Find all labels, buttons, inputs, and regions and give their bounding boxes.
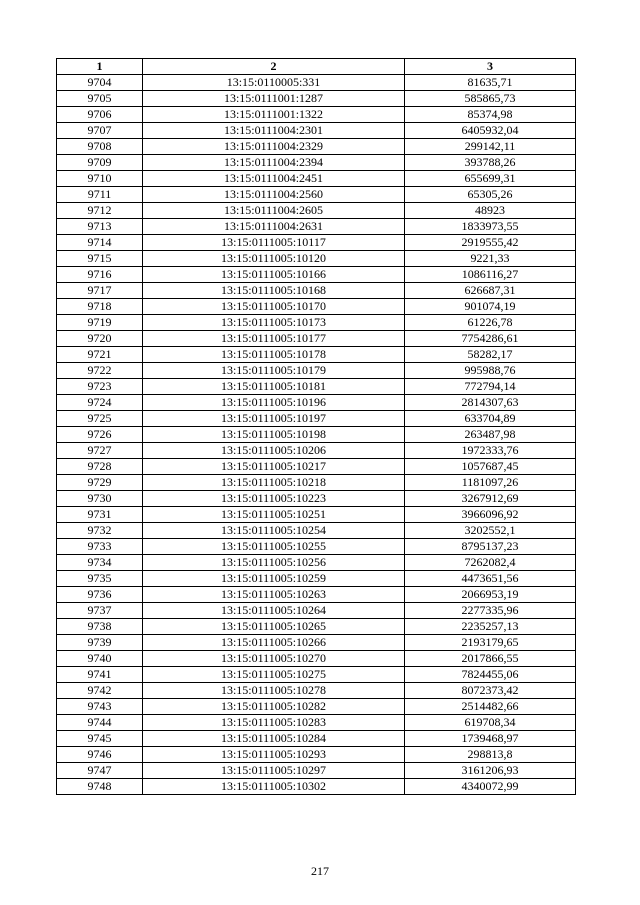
row-number-cell: 9711 bbox=[57, 187, 143, 203]
row-number-cell: 9707 bbox=[57, 123, 143, 139]
cadastral-number-cell: 13:15:0110005:331 bbox=[143, 75, 405, 91]
value-cell: 1739468,97 bbox=[405, 731, 576, 747]
table-row bbox=[57, 363, 576, 379]
value-cell: 85374,98 bbox=[405, 107, 576, 123]
cadastral-number-cell: 13:15:0111004:2605 bbox=[143, 203, 405, 219]
cadastral-number-cell: 13:15:0111005:10265 bbox=[143, 619, 405, 635]
row-number-cell: 9730 bbox=[57, 491, 143, 507]
table-row bbox=[57, 411, 576, 427]
row-number-cell: 9722 bbox=[57, 363, 143, 379]
value-cell: 4340072,99 bbox=[405, 779, 576, 795]
row-number-cell: 9716 bbox=[57, 267, 143, 283]
cadastral-number-cell: 13:15:0111005:10217 bbox=[143, 459, 405, 475]
table-row bbox=[57, 523, 576, 539]
cadastral-number-cell: 13:15:0111005:10284 bbox=[143, 731, 405, 747]
value-cell: 1972333,76 bbox=[405, 443, 576, 459]
row-number-cell: 9737 bbox=[57, 603, 143, 619]
cadastral-number-cell: 13:15:0111005:10266 bbox=[143, 635, 405, 651]
value-cell: 298813,8 bbox=[405, 747, 576, 763]
row-number-cell: 9727 bbox=[57, 443, 143, 459]
cadastral-number-cell: 13:15:0111004:2631 bbox=[143, 219, 405, 235]
cadastral-number-cell: 13:15:0111004:2394 bbox=[143, 155, 405, 171]
table-row bbox=[57, 107, 576, 123]
row-number-cell: 9705 bbox=[57, 91, 143, 107]
row-number-cell: 9724 bbox=[57, 395, 143, 411]
row-number-cell: 9715 bbox=[57, 251, 143, 267]
table-row bbox=[57, 235, 576, 251]
row-number-cell: 9714 bbox=[57, 235, 143, 251]
value-cell: 2814307,63 bbox=[405, 395, 576, 411]
table-body bbox=[57, 75, 576, 795]
value-cell: 7824455,06 bbox=[405, 667, 576, 683]
cadastral-number-cell: 13:15:0111005:10197 bbox=[143, 411, 405, 427]
table-row bbox=[57, 299, 576, 315]
cadastral-number-cell: 13:15:0111005:10275 bbox=[143, 667, 405, 683]
row-number-cell: 9710 bbox=[57, 171, 143, 187]
value-cell: 3966096,92 bbox=[405, 507, 576, 523]
table-row bbox=[57, 651, 576, 667]
table-row bbox=[57, 283, 576, 299]
value-cell: 655699,31 bbox=[405, 171, 576, 187]
table-row bbox=[57, 139, 576, 155]
cadastral-number-cell: 13:15:0111004:2301 bbox=[143, 123, 405, 139]
value-cell: 2919555,42 bbox=[405, 235, 576, 251]
row-number-cell: 9740 bbox=[57, 651, 143, 667]
value-cell: 48923 bbox=[405, 203, 576, 219]
row-number-cell: 9726 bbox=[57, 427, 143, 443]
table-header bbox=[57, 59, 576, 75]
value-cell: 3202552,1 bbox=[405, 523, 576, 539]
value-cell: 9221,33 bbox=[405, 251, 576, 267]
row-number-cell: 9739 bbox=[57, 635, 143, 651]
value-cell: 633704,89 bbox=[405, 411, 576, 427]
row-number-cell: 9738 bbox=[57, 619, 143, 635]
row-number-cell: 9742 bbox=[57, 683, 143, 699]
row-number-cell: 9704 bbox=[57, 75, 143, 91]
row-number-cell: 9744 bbox=[57, 715, 143, 731]
value-cell: 901074,19 bbox=[405, 299, 576, 315]
value-cell: 995988,76 bbox=[405, 363, 576, 379]
value-cell: 2193179,65 bbox=[405, 635, 576, 651]
table-row bbox=[57, 75, 576, 91]
table-row bbox=[57, 427, 576, 443]
table-row bbox=[57, 395, 576, 411]
row-number-cell: 9732 bbox=[57, 523, 143, 539]
cadastral-number-cell: 13:15:0111004:2560 bbox=[143, 187, 405, 203]
row-number-cell: 9731 bbox=[57, 507, 143, 523]
cadastral-number-cell: 13:15:0111001:1322 bbox=[143, 107, 405, 123]
table-row bbox=[57, 731, 576, 747]
row-number-cell: 9718 bbox=[57, 299, 143, 315]
cadastral-number-cell: 13:15:0111005:10168 bbox=[143, 283, 405, 299]
page-number: 217 bbox=[311, 864, 329, 878]
cadastral-number-cell: 13:15:0111001:1287 bbox=[143, 91, 405, 107]
cadastral-number-cell: 13:15:0111005:10177 bbox=[143, 331, 405, 347]
table-row bbox=[57, 619, 576, 635]
value-cell: 8795137,23 bbox=[405, 539, 576, 555]
row-number-cell: 9736 bbox=[57, 587, 143, 603]
value-cell: 2017866,55 bbox=[405, 651, 576, 667]
table-row bbox=[57, 715, 576, 731]
row-number-cell: 9709 bbox=[57, 155, 143, 171]
value-cell: 585865,73 bbox=[405, 91, 576, 107]
cadastral-number-cell: 13:15:0111005:10206 bbox=[143, 443, 405, 459]
table-row bbox=[57, 91, 576, 107]
cadastral-number-cell: 13:15:0111005:10264 bbox=[143, 603, 405, 619]
row-number-cell: 9717 bbox=[57, 283, 143, 299]
value-cell: 1057687,45 bbox=[405, 459, 576, 475]
row-number-cell: 9743 bbox=[57, 699, 143, 715]
row-number-cell: 9723 bbox=[57, 379, 143, 395]
table-row bbox=[57, 443, 576, 459]
cadastral-number-cell: 13:15:0111005:10218 bbox=[143, 475, 405, 491]
value-cell: 393788,26 bbox=[405, 155, 576, 171]
cadastral-number-cell: 13:15:0111005:10173 bbox=[143, 315, 405, 331]
value-cell: 58282,17 bbox=[405, 347, 576, 363]
value-cell: 3161206,93 bbox=[405, 763, 576, 779]
table-row bbox=[57, 587, 576, 603]
cadastral-number-cell: 13:15:0111005:10120 bbox=[143, 251, 405, 267]
row-number-cell: 9733 bbox=[57, 539, 143, 555]
table-row bbox=[57, 315, 576, 331]
row-number-cell: 9706 bbox=[57, 107, 143, 123]
table-row bbox=[57, 475, 576, 491]
table-row bbox=[57, 331, 576, 347]
table-row bbox=[57, 635, 576, 651]
value-cell: 626687,31 bbox=[405, 283, 576, 299]
row-number-cell: 9747 bbox=[57, 763, 143, 779]
row-number-cell: 9721 bbox=[57, 347, 143, 363]
value-cell: 2277335,96 bbox=[405, 603, 576, 619]
cadastral-number-cell: 13:15:0111005:10259 bbox=[143, 571, 405, 587]
cadastral-number-cell: 13:15:0111005:10282 bbox=[143, 699, 405, 715]
value-cell: 2514482,66 bbox=[405, 699, 576, 715]
table-row bbox=[57, 123, 576, 139]
value-cell: 7262082,4 bbox=[405, 555, 576, 571]
value-cell: 65305,26 bbox=[405, 187, 576, 203]
row-number-cell: 9748 bbox=[57, 779, 143, 795]
column-header-2: 2 bbox=[143, 59, 405, 75]
row-number-cell: 9708 bbox=[57, 139, 143, 155]
value-cell: 61226,78 bbox=[405, 315, 576, 331]
value-cell: 2066953,19 bbox=[405, 587, 576, 603]
column-header-1: 1 bbox=[57, 59, 143, 75]
row-number-cell: 9720 bbox=[57, 331, 143, 347]
cadastral-number-cell: 13:15:0111005:10270 bbox=[143, 651, 405, 667]
value-cell: 299142,11 bbox=[405, 139, 576, 155]
value-cell: 263487,98 bbox=[405, 427, 576, 443]
value-cell: 81635,71 bbox=[405, 75, 576, 91]
cadastral-number-cell: 13:15:0111005:10178 bbox=[143, 347, 405, 363]
cadastral-number-cell: 13:15:0111005:10198 bbox=[143, 427, 405, 443]
cadastral-number-cell: 13:15:0111005:10166 bbox=[143, 267, 405, 283]
cadastral-number-cell: 13:15:0111005:10196 bbox=[143, 395, 405, 411]
cadastral-number-cell: 13:15:0111005:10255 bbox=[143, 539, 405, 555]
value-cell: 619708,34 bbox=[405, 715, 576, 731]
table-row bbox=[57, 603, 576, 619]
value-cell: 772794,14 bbox=[405, 379, 576, 395]
cadastral-number-cell: 13:15:0111005:10256 bbox=[143, 555, 405, 571]
cadastral-number-cell: 13:15:0111005:10223 bbox=[143, 491, 405, 507]
cadastral-number-cell: 13:15:0111004:2329 bbox=[143, 139, 405, 155]
value-cell: 3267912,69 bbox=[405, 491, 576, 507]
table-row bbox=[57, 459, 576, 475]
value-cell: 1181097,26 bbox=[405, 475, 576, 491]
row-number-cell: 9746 bbox=[57, 747, 143, 763]
table-row bbox=[57, 747, 576, 763]
value-cell: 4473651,56 bbox=[405, 571, 576, 587]
table-row bbox=[57, 555, 576, 571]
cadastral-number-cell: 13:15:0111005:10254 bbox=[143, 523, 405, 539]
value-cell: 2235257,13 bbox=[405, 619, 576, 635]
data-table bbox=[56, 58, 576, 795]
table-row bbox=[57, 539, 576, 555]
value-cell: 7754286,61 bbox=[405, 331, 576, 347]
table-row bbox=[57, 667, 576, 683]
row-number-cell: 9713 bbox=[57, 219, 143, 235]
table-row bbox=[57, 267, 576, 283]
row-number-cell: 9725 bbox=[57, 411, 143, 427]
row-number-cell: 9729 bbox=[57, 475, 143, 491]
table-row bbox=[57, 171, 576, 187]
value-cell: 6405932,04 bbox=[405, 123, 576, 139]
table-row bbox=[57, 219, 576, 235]
table-row bbox=[57, 507, 576, 523]
value-cell: 8072373,42 bbox=[405, 683, 576, 699]
table-row bbox=[57, 571, 576, 587]
table-row bbox=[57, 763, 576, 779]
table-row bbox=[57, 251, 576, 267]
row-number-cell: 9745 bbox=[57, 731, 143, 747]
cadastral-number-cell: 13:15:0111005:10283 bbox=[143, 715, 405, 731]
cadastral-number-cell: 13:15:0111005:10179 bbox=[143, 363, 405, 379]
value-cell: 1086116,27 bbox=[405, 267, 576, 283]
column-header-3: 3 bbox=[405, 59, 576, 75]
cadastral-number-cell: 13:15:0111005:10263 bbox=[143, 587, 405, 603]
row-number-cell: 9741 bbox=[57, 667, 143, 683]
table-row bbox=[57, 155, 576, 171]
cadastral-number-cell: 13:15:0111005:10293 bbox=[143, 747, 405, 763]
table-row bbox=[57, 203, 576, 219]
cadastral-number-cell: 13:15:0111005:10302 bbox=[143, 779, 405, 795]
table-row bbox=[57, 699, 576, 715]
table-row bbox=[57, 491, 576, 507]
table-row bbox=[57, 683, 576, 699]
cadastral-number-cell: 13:15:0111005:10251 bbox=[143, 507, 405, 523]
row-number-cell: 9735 bbox=[57, 571, 143, 587]
table-row bbox=[57, 379, 576, 395]
row-number-cell: 9728 bbox=[57, 459, 143, 475]
cadastral-number-cell: 13:15:0111005:10117 bbox=[143, 235, 405, 251]
table-row bbox=[57, 347, 576, 363]
cadastral-number-cell: 13:15:0111005:10278 bbox=[143, 683, 405, 699]
value-cell: 1833973,55 bbox=[405, 219, 576, 235]
cadastral-number-cell: 13:15:0111005:10170 bbox=[143, 299, 405, 315]
table-row bbox=[57, 779, 576, 795]
table-row bbox=[57, 187, 576, 203]
row-number-cell: 9719 bbox=[57, 315, 143, 331]
row-number-cell: 9734 bbox=[57, 555, 143, 571]
cadastral-number-cell: 13:15:0111005:10297 bbox=[143, 763, 405, 779]
cadastral-number-cell: 13:15:0111004:2451 bbox=[143, 171, 405, 187]
cadastral-number-cell: 13:15:0111005:10181 bbox=[143, 379, 405, 395]
row-number-cell: 9712 bbox=[57, 203, 143, 219]
header-row bbox=[57, 59, 576, 75]
